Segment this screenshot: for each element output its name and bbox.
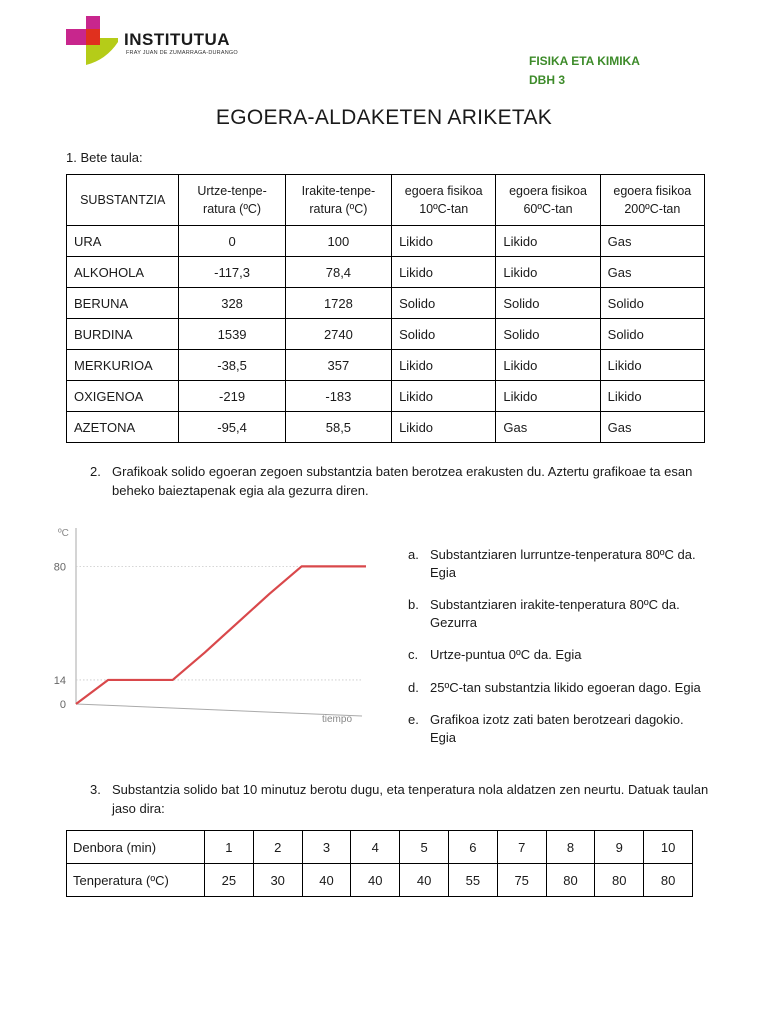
table-header-cell: Urtze-tenpe- ratura (ºC) xyxy=(179,175,285,226)
time-cell: 3 xyxy=(302,831,351,864)
temperature-cell: 55 xyxy=(448,864,497,897)
table-cell: Likido xyxy=(496,226,600,257)
y-tick-label: 80 xyxy=(53,561,66,574)
time-row-label: Denbora (min) xyxy=(67,831,205,864)
table-cell: Solido xyxy=(600,288,704,319)
logo-name: INSTITUTUA xyxy=(124,30,231,49)
time-cell: 7 xyxy=(497,831,546,864)
time-cell: 5 xyxy=(400,831,449,864)
temperature-cell: 80 xyxy=(644,864,693,897)
table-cell: Solido xyxy=(496,288,600,319)
table-row xyxy=(67,288,705,319)
table-cell: Likido xyxy=(496,381,600,412)
page-title: EGOERA-ALDAKETEN ARIKETAK xyxy=(215,106,553,129)
table-cell: -117,3 xyxy=(179,257,285,288)
temperature-cell: 80 xyxy=(546,864,595,897)
y-tick-label: 0 xyxy=(59,699,66,711)
statement-letter: b. xyxy=(408,597,419,612)
table-cell: 100 xyxy=(285,226,391,257)
table-row xyxy=(67,319,705,350)
statement-letter: d. xyxy=(408,679,419,695)
question-3-text: Substantzia solido bat 10 minutuz berotu dugu, eta tenperatura nola aldatzen zen neurtu. Datuak taulan jaso dira: xyxy=(112,782,709,816)
time-cell: 2 xyxy=(253,831,302,864)
temperature-cell: 80 xyxy=(595,864,644,897)
table-cell: Solido xyxy=(600,319,704,350)
table-cell: Likido xyxy=(496,350,600,381)
time-row xyxy=(67,831,693,864)
temperature-cell: 30 xyxy=(253,864,302,897)
table-row xyxy=(67,257,705,288)
grade-label: DBH 3 xyxy=(529,73,566,87)
temperature-cell: 25 xyxy=(205,864,254,897)
time-cell: 1 xyxy=(205,831,254,864)
table-cell: 58,5 xyxy=(285,412,391,443)
temperature-cell: 75 xyxy=(497,864,546,897)
table-cell: 357 xyxy=(285,350,391,381)
table-cell: Likido xyxy=(392,412,496,443)
table-cell: Gas xyxy=(600,226,704,257)
subject-block xyxy=(529,52,640,90)
table-cell: Likido xyxy=(392,257,496,288)
statement-letter: e. xyxy=(408,712,419,727)
data-line xyxy=(76,566,366,704)
table-cell: Solido xyxy=(392,319,496,350)
table-cell: MERKURIOA xyxy=(67,350,179,381)
time-cell: 6 xyxy=(448,831,497,864)
school-logo xyxy=(66,16,266,68)
table-cell: Likido xyxy=(600,350,704,381)
table-header-cell: egoera fisikoa 10ºC-tan xyxy=(392,175,496,226)
table-cell: Gas xyxy=(600,257,704,288)
statements-list xyxy=(408,546,708,761)
question-3 xyxy=(90,780,710,818)
temperature-row-label: Tenperatura (ºC) xyxy=(67,864,205,897)
table-cell: 1539 xyxy=(179,319,285,350)
table-header-cell: egoera fisikoa 200ºC-tan xyxy=(600,175,704,226)
table-row xyxy=(67,350,705,381)
substances-table-header xyxy=(67,175,705,226)
statement-item xyxy=(408,546,708,581)
table-cell: BURDINA xyxy=(67,319,179,350)
table-cell: Likido xyxy=(392,226,496,257)
table-cell: URA xyxy=(67,226,179,257)
time-cell: 8 xyxy=(546,831,595,864)
table-header-cell: Irakite-tenpe- ratura (ºC) xyxy=(285,175,391,226)
table-cell: -95,4 xyxy=(179,412,285,443)
table-cell: Likido xyxy=(496,257,600,288)
statement-item xyxy=(408,596,708,631)
logo-mark-icon xyxy=(66,16,118,66)
table-cell: BERUNA xyxy=(67,288,179,319)
subject-name: FISIKA ETA KIMIKA xyxy=(529,54,640,68)
statement-text: 25ºC-tan substantzia likido egoeran dago. Egia xyxy=(430,679,701,695)
temperature-cell: 40 xyxy=(351,864,400,897)
statement-item xyxy=(408,711,708,746)
substances-table xyxy=(66,174,705,443)
table-cell: AZETONA xyxy=(67,412,179,443)
table-cell: Likido xyxy=(600,381,704,412)
statement-letter: c. xyxy=(408,647,419,662)
x-axis xyxy=(76,704,362,716)
statement-text: Substantziaren irakite-tenperatura 80ºC da. Gezurra xyxy=(430,597,680,630)
table-cell: Solido xyxy=(496,319,600,350)
time-cell: 10 xyxy=(644,831,693,864)
temperature-cell: 40 xyxy=(302,864,351,897)
statement-text: Grafikoa izotz zati baten berotzeari dagokio. Egia xyxy=(430,712,684,745)
x-axis-label: tiempo xyxy=(322,714,353,725)
table-cell: Likido xyxy=(392,381,496,412)
table-cell: 78,4 xyxy=(285,257,391,288)
table-cell: Gas xyxy=(496,412,600,443)
y-axis-label: ºC xyxy=(58,528,69,539)
table-cell: 0 xyxy=(179,226,285,257)
question-2-text: Grafikoak solido egoeran zegoen substantzia baten berotzea erakusten du. Aztertu grafikoae ta esan beheko baieztapenak egia ala gezurra diren. xyxy=(112,464,693,498)
table-header-cell: egoera fisikoa 60ºC-tan xyxy=(496,175,600,226)
table-cell: 1728 xyxy=(285,288,391,319)
statement-letter: a. xyxy=(408,547,419,562)
statement-text: Substantziaren lurruntze-tenperatura 80ºC da. Egia xyxy=(430,547,696,580)
table-row xyxy=(67,226,705,257)
question-1-prompt: 1. Bete taula: xyxy=(66,150,143,165)
table-row xyxy=(67,412,705,443)
statement-item xyxy=(408,679,708,697)
heating-data-table xyxy=(66,830,693,897)
logo-subtitle: FRAY JUAN DE ZUMARRAGA-DURANGO xyxy=(126,50,238,56)
statement-item xyxy=(408,646,708,664)
temperature-cell: 40 xyxy=(400,864,449,897)
table-cell: -183 xyxy=(285,381,391,412)
table-cell: Solido xyxy=(392,288,496,319)
table-cell: Likido xyxy=(392,350,496,381)
table-header-cell: SUBSTANTZIA xyxy=(67,175,179,226)
table-cell: Gas xyxy=(600,412,704,443)
table-row xyxy=(67,381,705,412)
question-3-number: 3. xyxy=(90,782,101,797)
time-cell: 4 xyxy=(351,831,400,864)
table-cell: 328 xyxy=(179,288,285,319)
statement-text: Urtze-puntua 0ºC da. Egia xyxy=(430,647,582,662)
question-2 xyxy=(90,462,710,500)
y-tick-label: 14 xyxy=(53,674,66,687)
question-2-number: 2. xyxy=(90,464,101,479)
table-cell: -38,5 xyxy=(179,350,285,381)
heating-curve-chart xyxy=(44,518,374,728)
temperature-row xyxy=(67,864,693,897)
time-cell: 9 xyxy=(595,831,644,864)
table-cell: OXIGENOA xyxy=(67,381,179,412)
table-cell: 2740 xyxy=(285,319,391,350)
table-cell: ALKOHOLA xyxy=(67,257,179,288)
table-cell: -219 xyxy=(179,381,285,412)
